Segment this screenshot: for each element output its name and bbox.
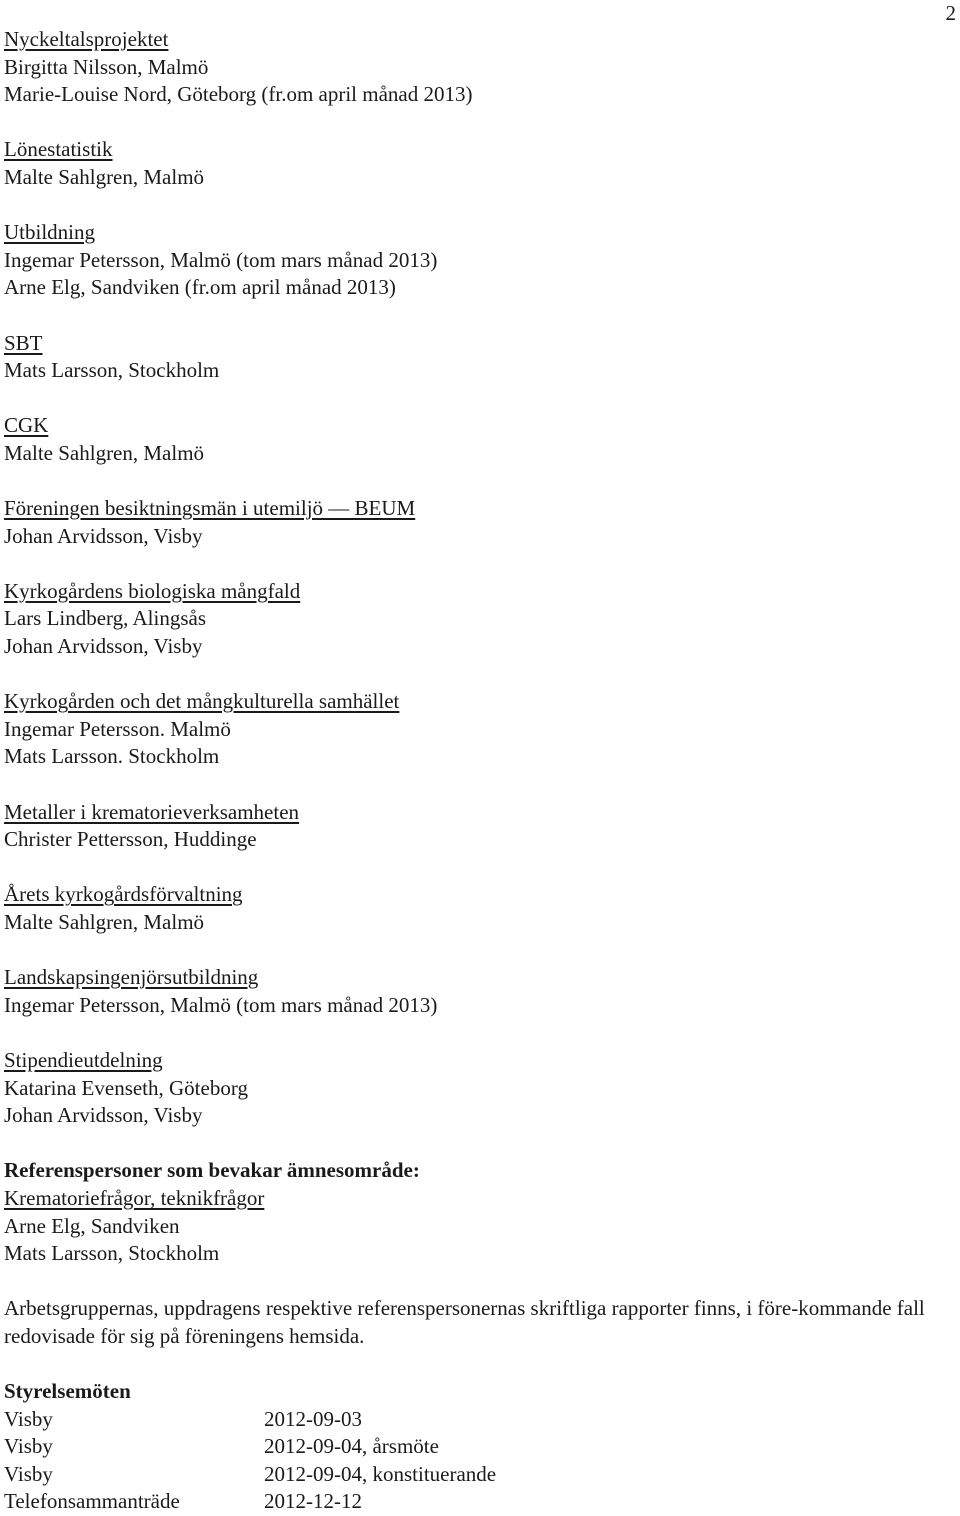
member-line: Malte Sahlgren, Malmö xyxy=(4,910,205,934)
workgroup-heading: Kyrkogården och det mångkulturella samhället xyxy=(4,689,400,714)
member-line: Arne Elg, Sandviken (fr.om april månad 2013) xyxy=(4,275,396,300)
workgroup-section xyxy=(4,964,954,1019)
member-line: Johan Arvidsson, Visby xyxy=(4,634,203,659)
board-meetings-section xyxy=(4,1378,954,1516)
workgroup-heading: Stipendieutdelning xyxy=(4,1047,163,1072)
meeting-row xyxy=(4,1433,954,1461)
workgroup-heading: Utbildning xyxy=(4,220,96,245)
member-line: Mats Larsson, Stockholm xyxy=(4,1241,220,1266)
reports-paragraph: Arbetsgruppernas, uppdragens respektive referenspersonernas skriftliga rapporter finns, i före-kommande fall redovisade för sig på föreningens hemsida. xyxy=(4,1296,925,1348)
workgroup-section xyxy=(4,412,954,467)
member-line: Marie-Louise Nord, Göteborg (fr.om april månad 2013) xyxy=(4,82,473,107)
workgroup-heading: Metaller i krematorieverksamheten xyxy=(4,799,300,824)
member-line: Johan Arvidsson, Visby xyxy=(4,1103,203,1128)
workgroup-section xyxy=(4,219,954,302)
meeting-date: 2012-09-04, årsmöte xyxy=(264,1434,439,1459)
meeting-row xyxy=(4,1488,954,1516)
workgroup-heading: CGK xyxy=(4,413,49,438)
meeting-date: 2012-09-03 xyxy=(264,1406,362,1431)
meeting-place: Visby xyxy=(4,1434,53,1459)
member-line: Lars Lindberg, Alingsås xyxy=(4,606,207,631)
workgroup-heading: Föreningen besiktningsmän i utemiljö — BEUM xyxy=(4,496,416,521)
workgroup-heading: Landskapsingenjörsutbildning xyxy=(4,965,259,990)
member-line: Johan Arvidsson, Visby xyxy=(4,523,203,548)
member-line: Malte Sahlgren, Malmö xyxy=(4,164,205,189)
member-line: Birgitta Nilsson, Malmö xyxy=(4,54,209,79)
board-meetings-title: Styrelsemöten xyxy=(4,1379,131,1404)
workgroup-heading: Lönestatistik xyxy=(4,137,113,162)
meeting-row xyxy=(4,1461,954,1489)
reference-persons-title: Referenspersoner som bevakar ämnesområde: xyxy=(4,1158,420,1183)
workgroup-section xyxy=(4,688,954,771)
meeting-place: Visby xyxy=(4,1406,53,1431)
meeting-place: Visby xyxy=(4,1461,53,1486)
document-body xyxy=(4,26,954,1516)
member-line: Ingemar Petersson, Malmö (tom mars månad 2013) xyxy=(4,992,438,1017)
workgroup-section xyxy=(4,799,954,854)
meeting-place: Telefonsammanträde xyxy=(4,1489,180,1514)
member-line: Malte Sahlgren, Malmö xyxy=(4,440,205,465)
workgroup-section xyxy=(4,1047,954,1130)
workgroup-heading: Årets kyrkogårdsförvaltning xyxy=(4,882,243,907)
workgroup-section xyxy=(4,495,954,550)
workgroup-section xyxy=(4,330,954,385)
member-line: Ingemar Petersson, Malmö (tom mars månad 2013) xyxy=(4,247,438,272)
reference-persons-section xyxy=(4,1157,954,1267)
workgroup-section xyxy=(4,136,954,191)
member-line: Arne Elg, Sandviken xyxy=(4,1213,180,1238)
page-number: 2 xyxy=(945,1,956,25)
workgroup-heading: SBT xyxy=(4,330,43,355)
meeting-date: 2012-09-04, konstituerande xyxy=(264,1461,497,1486)
meeting-row xyxy=(4,1406,954,1434)
workgroup-heading: Nyckeltalsprojektet xyxy=(4,27,169,51)
workgroup-section xyxy=(4,881,954,936)
member-line: Ingemar Petersson. Malmö xyxy=(4,716,231,741)
workgroup-heading: Kyrkogårdens biologiska mångfald xyxy=(4,578,301,603)
workgroup-section xyxy=(4,26,954,109)
member-line: Mats Larsson. Stockholm xyxy=(4,744,220,769)
member-line: Katarina Evenseth, Göteborg xyxy=(4,1075,248,1100)
meeting-date: 2012-12-12 xyxy=(264,1489,362,1514)
member-line: Christer Pettersson, Huddinge xyxy=(4,827,257,852)
workgroup-section xyxy=(4,578,954,661)
member-line: Mats Larsson, Stockholm xyxy=(4,358,220,383)
reference-topic-heading: Krematoriefrågor, teknikfrågor xyxy=(4,1185,265,1210)
